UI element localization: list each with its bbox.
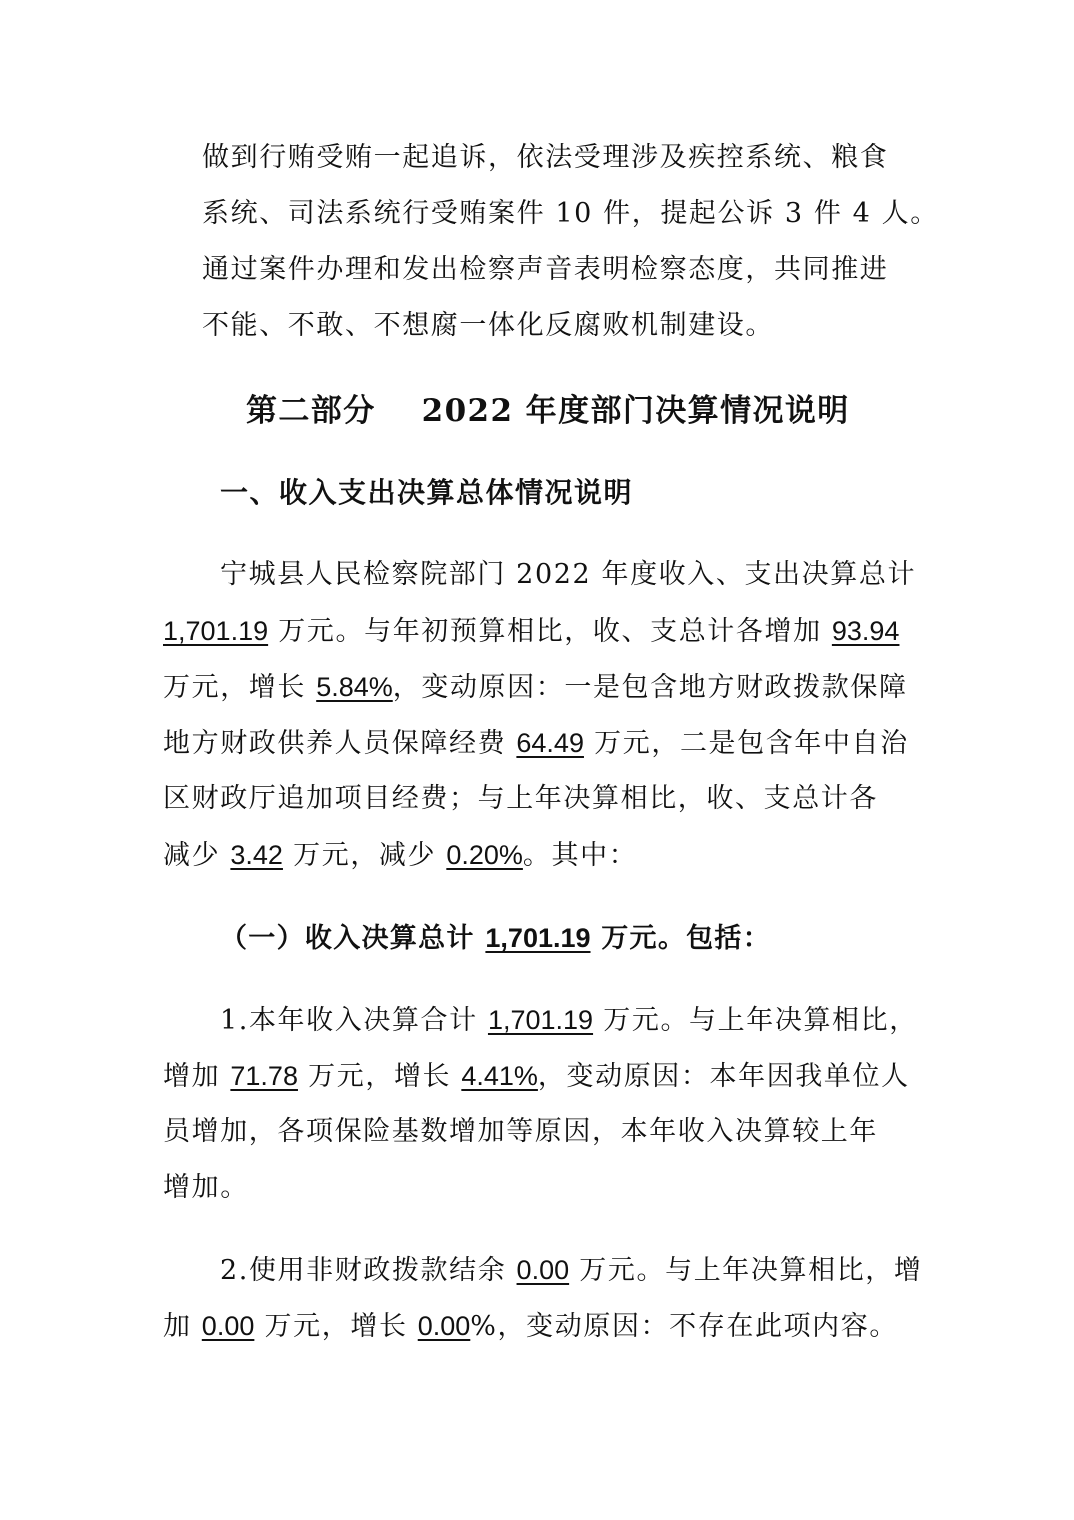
item1-text: 万元，增长: [297, 1061, 462, 1092]
summary-text: 。其中：: [522, 840, 638, 871]
item2-text: %，变动原因：不存在此项内容。: [470, 1311, 898, 1342]
summary-text: 减少: [163, 840, 231, 871]
item2-text: 2.使用非财政拨款结余: [220, 1255, 517, 1286]
intro-line-1: 做到行贿受贿一起追诉，依法受理涉及疾控系统、粮食: [202, 142, 889, 173]
item1-increase-rate: 4.41%: [461, 1061, 538, 1091]
summary-line-3: [163, 670, 923, 704]
summary-line-5: 区财政厅追加项目经费；与上年决算相比，收、支总计各: [163, 783, 878, 814]
item2-line-2: [163, 1309, 923, 1343]
decrease-amount: 3.42: [230, 840, 283, 870]
summary-text: 万元，二是包含年中自治: [583, 728, 909, 759]
item1-text: 万元。与上年决算相比，: [593, 1005, 918, 1036]
summary-text: 万元，减少: [282, 840, 447, 871]
summary-line-2: [163, 614, 923, 648]
income-heading: [220, 920, 920, 957]
income-heading-suffix: 万元。包括：: [590, 923, 772, 954]
summary-text: 地方财政供养人员保障经费: [163, 728, 517, 759]
total-amount: 1,701.19: [163, 616, 269, 646]
intro-line-3: 通过案件办理和发出检察声音表明检察态度，共同推进: [202, 254, 889, 285]
item1-line-2: [163, 1059, 923, 1093]
summary-text: 万元。与年初预算相比，收、支总计各增加: [268, 616, 832, 647]
income-total-amount: 1,701.19: [485, 923, 591, 953]
summary-line-1: 宁城县人民检察院部门 2022 年度收入、支出决算总计: [220, 559, 917, 590]
summary-line-6: [163, 838, 923, 872]
budget-increase-rate: 5.84%: [316, 672, 393, 702]
item1-text: ，变动原因：本年因我单位人: [537, 1061, 910, 1092]
part-title-text: 2022 年度部门决算情况说明: [421, 393, 850, 429]
item1-increase-amount: 71.78: [230, 1061, 298, 1091]
summary-text: 万元，增长: [163, 672, 317, 703]
income-heading-prefix: （一）收入决算总计: [220, 923, 486, 954]
intro-line-2: 系统、司法系统行受贿案件 10 件，提起公诉 3 件 4 人。: [202, 198, 939, 229]
item2-line-1: [220, 1253, 980, 1287]
item2-text: 万元，增长: [254, 1311, 418, 1342]
summary-line-4: [163, 726, 923, 760]
decrease-rate: 0.20%: [446, 840, 523, 870]
item1-line-3: 员增加，各项保险基数增加等原因，本年收入决算较上年: [163, 1116, 878, 1147]
item2-text: 加: [163, 1311, 202, 1342]
item1-line-1: [220, 1003, 980, 1037]
item2-balance-amount: 0.00: [516, 1255, 570, 1285]
section-heading: 一、收入支出决算总体情况说明: [220, 476, 634, 509]
item1-text: 增加: [163, 1061, 231, 1092]
item1-text: 1.本年收入决算合计: [220, 1005, 488, 1036]
budget-increase-amount: 93.94: [831, 616, 900, 646]
item2-text: 万元。与上年决算相比，增: [569, 1255, 923, 1286]
summary-text: ，变动原因：一是包含地方财政拨款保障: [392, 672, 908, 703]
item2-increase-rate: 0.00: [417, 1311, 471, 1341]
part-title: [246, 392, 866, 430]
intro-line-4: 不能、不敢、不想腐一体化反腐败机制建设。: [202, 310, 774, 341]
item1-line-4: 增加。: [163, 1172, 249, 1203]
item1-total-amount: 1,701.19: [487, 1005, 594, 1035]
local-fund-amount: 64.49: [516, 728, 584, 758]
part-label: 第二部分: [246, 393, 376, 429]
item2-increase-amount: 0.00: [201, 1311, 255, 1341]
